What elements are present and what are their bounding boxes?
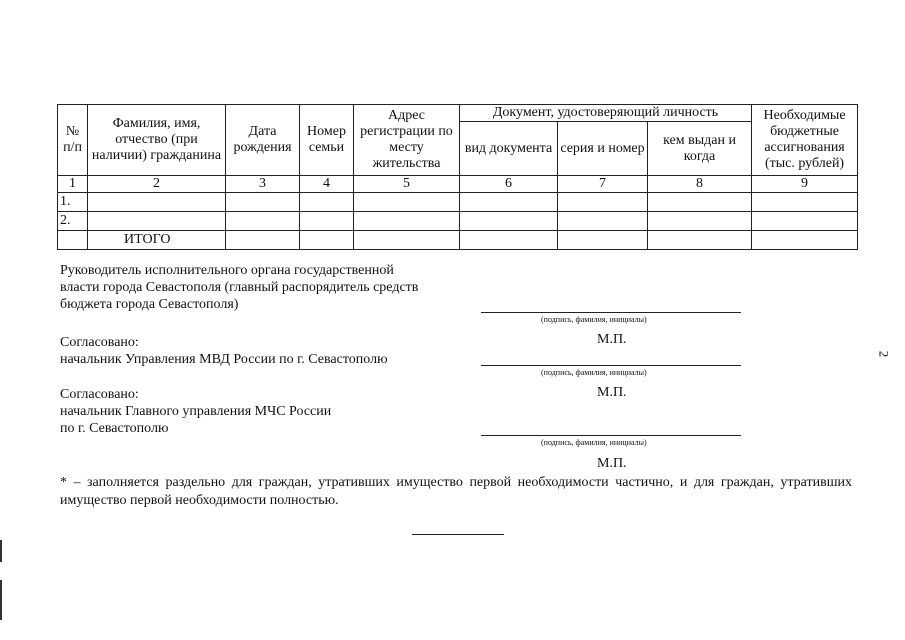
table-cell — [752, 231, 858, 250]
table-row — [58, 193, 858, 212]
column-numbers-row — [58, 176, 858, 193]
table-cell — [226, 193, 300, 212]
header-col-3: Дата рождения — [226, 105, 300, 176]
header-col-8: кем выдан и когда — [648, 122, 752, 176]
stamp-mark: М.П. — [597, 456, 627, 471]
table-cell — [300, 212, 354, 231]
scan-edge-mark — [0, 540, 2, 562]
header-col-7: серия и номер — [558, 122, 648, 176]
table-cell — [88, 212, 226, 231]
total-label: ИТОГО — [88, 231, 226, 250]
table-cell — [354, 212, 460, 231]
stamp-mark: М.П. — [597, 385, 627, 400]
header-document-group: Документ, удостоверяющий личность — [460, 105, 752, 122]
table-cell — [354, 193, 460, 212]
page-number: 2 — [876, 350, 892, 358]
table-cell — [300, 231, 354, 250]
table-cell — [648, 212, 752, 231]
header-col-4: Номер семьи — [300, 105, 354, 176]
table-cell — [58, 231, 88, 250]
footnote: * – заполняется раздельно для граждан, утративших имущество первой необходимости частично, и для граждан, утративших имущество первой необходимости полностью. — [60, 475, 852, 508]
head-signatory-title: Руководитель исполнительного органа государственной власти города Севастополя (главный распорядитель средств бюджета города Севастополя) — [60, 263, 419, 312]
table-cell — [558, 212, 648, 231]
header-col-6: вид документа — [460, 122, 558, 176]
table-cell — [558, 193, 648, 212]
agreed-label: Согласовано: — [60, 387, 139, 402]
scan-edge-mark — [0, 580, 2, 620]
column-number: 1 — [58, 176, 88, 193]
column-number: 4 — [300, 176, 354, 193]
column-number: 3 — [226, 176, 300, 193]
table-cell — [460, 212, 558, 231]
header-col-5: Адрес регистрации по месту жительства — [354, 105, 460, 176]
table-cell — [752, 212, 858, 231]
column-number: 2 — [88, 176, 226, 193]
row-number: 1. — [58, 193, 88, 212]
table-cell — [226, 231, 300, 250]
table-cell — [354, 231, 460, 250]
mchs-signatory-title-cont: по г. Севастополю — [60, 421, 169, 436]
signature-line — [481, 312, 741, 313]
table-cell — [558, 231, 648, 250]
column-number: 6 — [460, 176, 558, 193]
mvd-signatory-title: начальник Управления МВД России по г. Севастополю — [60, 352, 388, 367]
column-number: 7 — [558, 176, 648, 193]
signature-caption: (подпись, фамилия, инициалы) — [541, 438, 647, 447]
header-col-2: Фамилия, имя, отчество (при наличии) гражданина — [88, 105, 226, 176]
signature-line — [481, 365, 741, 366]
header-col-9: Необходимые бюджетные ассигнования (тыс. рублей) — [752, 105, 858, 176]
stamp-mark: М.П. — [597, 332, 627, 347]
table-cell — [752, 193, 858, 212]
total-row — [58, 231, 858, 250]
table-cell — [460, 193, 558, 212]
header-col-1: № п/п — [58, 105, 88, 176]
table-cell — [460, 231, 558, 250]
table-cell — [226, 212, 300, 231]
closing-separator — [412, 534, 504, 535]
citizens-table — [57, 104, 858, 250]
column-number: 8 — [648, 176, 752, 193]
column-number: 5 — [354, 176, 460, 193]
table-row — [58, 212, 858, 231]
signature-line — [481, 435, 741, 436]
mchs-signatory-title: начальник Главного управления МЧС России — [60, 404, 332, 419]
table-cell — [648, 193, 752, 212]
signature-caption: (подпись, фамилия, инициалы) — [541, 315, 647, 324]
table-cell — [88, 193, 226, 212]
agreed-label: Согласовано: — [60, 335, 139, 350]
row-number: 2. — [58, 212, 88, 231]
table-cell — [300, 193, 354, 212]
column-number: 9 — [752, 176, 858, 193]
table-cell — [648, 231, 752, 250]
signature-caption: (подпись, фамилия, инициалы) — [541, 368, 647, 377]
